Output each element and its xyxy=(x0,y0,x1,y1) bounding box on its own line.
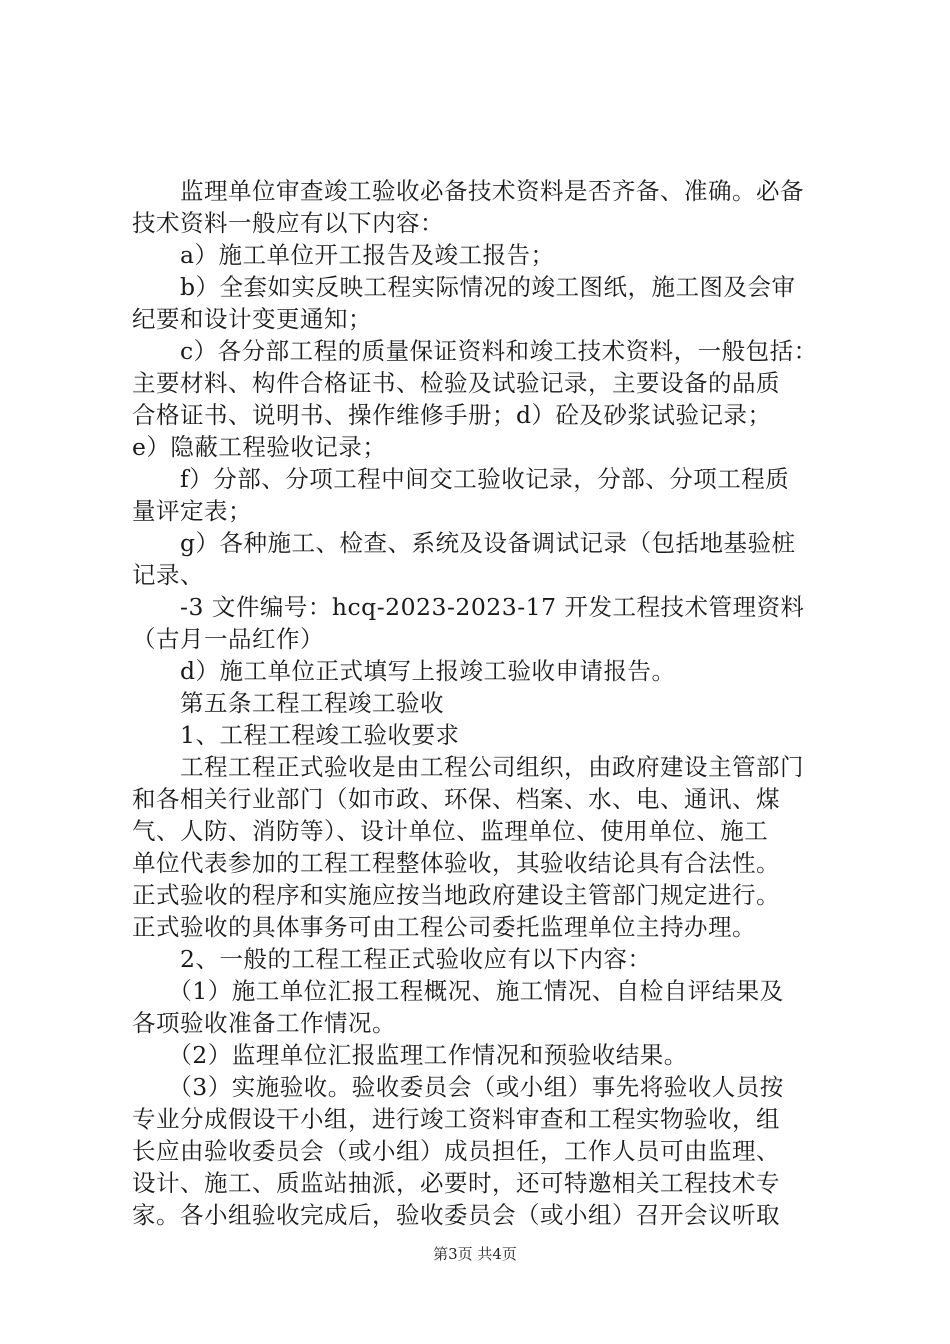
text-line: f）分部、分项工程中间交工验收记录，分部、分项工程质 xyxy=(132,465,790,493)
text-line: g）各种施工、检查、系统及设备调试记录（包括地基验桩 xyxy=(132,529,796,557)
text-line: 正式验收的程序和实施应按当地政府建设主管部门规定进行。 xyxy=(132,881,780,909)
text-line: 长应由验收委员会（或小组）成员担任，工作人员可由监理、 xyxy=(132,1137,780,1165)
text-line: （2）监理单位汇报监理工作情况和预验收结果。 xyxy=(132,1041,688,1069)
text-line: -3 文件编号：hcq-2023-2023-17 开发工程技术管理资料 xyxy=(132,593,805,621)
subsection-heading: 2、一般的工程工程正式验收应有以下内容： xyxy=(132,945,652,973)
text-line: 主要材料、构件合格证书、检验及试验记录，主要设备的品质 xyxy=(132,369,780,397)
text-line: 监理单位审查竣工验收必备技术资料是否齐备、准确。必备 xyxy=(132,177,804,205)
text-line: 工程工程正式验收是由工程公司组织，由政府建设主管部门 xyxy=(132,753,804,781)
text-line: 设计、施工、质监站抽派，必要时，还可特邀相关工程技术专 xyxy=(132,1169,780,1197)
text-line: （古月一品红作） xyxy=(132,625,324,653)
text-line: c）各分部工程的质量保证资料和竣工技术资料，一般包括： xyxy=(132,337,818,365)
text-line: 家。各小组验收完成后，验收委员会（或小组）召开会议听取 xyxy=(132,1201,780,1229)
text-line: b）全套如实反映工程实际情况的竣工图纸，施工图及会审 xyxy=(132,273,796,301)
page-footer: 第3页 共4页 xyxy=(433,1245,517,1263)
text-line: a）施工单位开工报告及竣工报告； xyxy=(132,241,555,269)
text-line: 专业分成假设干小组，进行竣工资料审查和工程实物验收，组 xyxy=(132,1105,780,1133)
text-line: 正式验收的具体事务可由工程公司委托监理单位主持办理。 xyxy=(132,913,756,941)
text-line: d）施工单位正式填写上报竣工验收申请报告。 xyxy=(132,657,676,685)
text-line: 气、人防、消防等）、设计单位、监理单位、使用单位、施工 xyxy=(132,817,769,845)
text-line: 技术资料一般应有以下内容： xyxy=(132,209,444,237)
text-line: （1）施工单位汇报工程概况、施工情况、自检自评结果及 xyxy=(132,977,784,1005)
text-line: 量评定表； xyxy=(132,497,252,525)
subsection-heading: 1、工程工程竣工验收要求 xyxy=(132,721,460,749)
text-line: 和各相关行业部门（如市政、环保、档案、水、电、通讯、煤 xyxy=(132,785,780,813)
text-line: 合格证书、说明书、操作维修手册；d）砼及砂浆试验记录； xyxy=(132,401,772,429)
text-line: （3）实施验收。验收委员会（或小组）事先将验收人员按 xyxy=(132,1073,784,1101)
section-heading: 第五条工程工程竣工验收 xyxy=(132,689,444,717)
text-line: 单位代表参加的工程工程整体验收，其验收结论具有合法性。 xyxy=(132,849,780,877)
text-line: e）隐蔽工程验收记录； xyxy=(132,433,387,461)
text-line: 记录、 xyxy=(132,561,204,589)
text-line: 纪要和设计变更通知； xyxy=(132,305,372,333)
text-line: 各项验收准备工作情况。 xyxy=(132,1009,396,1037)
